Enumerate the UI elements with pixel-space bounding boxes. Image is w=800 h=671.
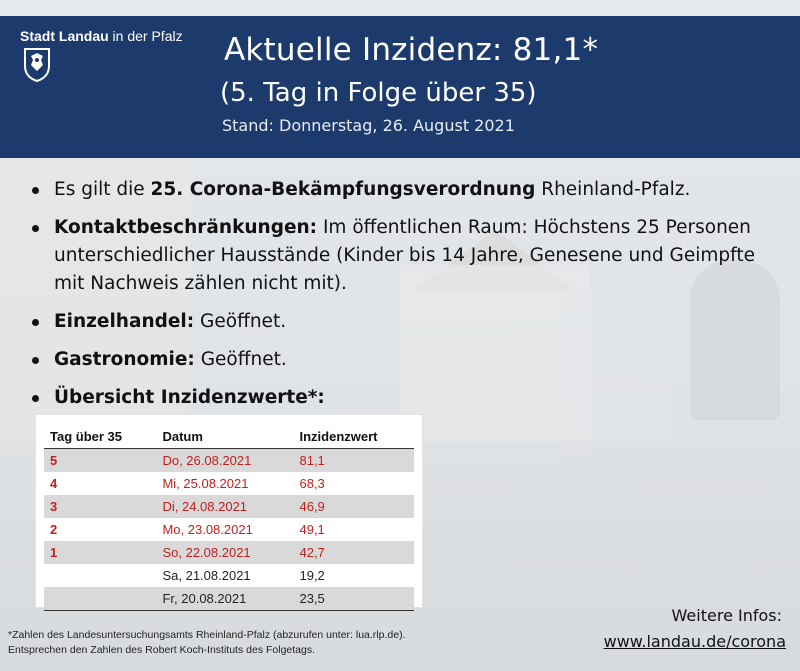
cell-datum: Mi, 25.08.2021 [162,476,249,491]
cell-tag [44,587,156,611]
cell-wert: 49,1 [299,522,325,537]
list-item-uebersicht [30,384,780,412]
city-brand [20,28,183,44]
cell-wert: 46,9 [293,495,414,518]
incidence-table-card [36,415,422,607]
cell-datum: Fr, 20.08.2021 [156,587,293,611]
list-item-verordnung [30,176,780,204]
column-header-datum: Datum [156,425,293,449]
status-date: Stand: Donnerstag, 26. August 2021 [222,116,515,135]
bullet-bold: Gastronomie: [54,349,195,370]
table-row [44,587,414,611]
column-header-tag: Tag über 35 [44,425,156,449]
cell-datum: Di, 24.08.2021 [156,495,293,518]
more-info-link[interactable]: www.landau.de/corona [603,632,786,651]
footnote [8,628,478,658]
bullet-text: Es gilt die [54,179,151,200]
cell-wert: 81,1 [293,449,414,473]
brand-prefix: Stadt Landau [20,28,109,44]
cell-datum: Do, 26.08.2021 [156,449,293,473]
bullet-bold: Übersicht Inzidenzwerte*: [54,387,325,408]
cell-datum: Sa, 21.08.2021 [162,568,251,583]
cell-wert: 19,2 [299,568,325,583]
bullet-text: Geöffnet. [194,311,287,332]
page-title: Aktuelle Inzidenz: 81,1* [224,32,599,68]
table-row [44,541,414,564]
bullet-bold: Einzelhandel: [54,311,195,332]
cell-tag: 5 [44,449,156,473]
cell-tag [44,564,156,587]
footnote-line-1: *Zahlen des Landesuntersuchungsamts Rheinland-Pfalz (abzurufen unter: lua.rlp.de). [8,629,406,641]
cell-wert: 23,5 [293,587,414,611]
table-header-row [44,425,414,449]
list-item-kontakt [30,214,780,298]
header-banner [0,16,800,158]
bullet-text: Rheinland-Pfalz. [535,179,691,200]
cell-datum: So, 22.08.2021 [156,541,293,564]
footnote-line-2: Entsprechen den Zahlen des Robert Koch-Instituts des Folgetags. [8,644,316,656]
cell-datum: Mo, 23.08.2021 [162,522,253,537]
bullet-bold: 25. Corona-Bekämpfungsverordnung [150,179,536,200]
table-row [44,472,414,495]
coat-of-arms-icon [22,46,52,82]
more-info-label: Weitere Infos: [671,606,782,625]
cell-wert: 42,7 [293,541,414,564]
list-item-gastronomie [30,346,780,374]
cell-tag: 1 [44,541,156,564]
brand-suffix: in der Pfalz [108,28,183,44]
bullet-text: Geöffnet. [194,349,287,370]
table-row [44,518,414,541]
cell-tag: 4 [50,476,58,491]
cell-tag: 2 [50,522,58,537]
bullet-bold: Kontaktbeschränkungen: [54,217,318,238]
cell-tag: 3 [44,495,156,518]
incidence-table [44,425,414,611]
column-header-inzidenzwert: Inzidenzwert [293,425,414,449]
table-row [44,495,414,518]
list-item-einzelhandel [30,308,780,336]
table-row [44,449,414,473]
bullet-text: Im öffentlichen Raum: Höchstens 25 Personen unterschiedlicher Hausstände (Kinder bis 14 Jahre, Genesene und Geimpfte mit Nachweis zählen nicht mit). [54,217,755,294]
rules-list [30,176,780,422]
main-content [0,158,800,671]
page-subtitle: (5. Tag in Folge über 35) [220,78,537,108]
cell-wert: 68,3 [299,476,325,491]
table-row [44,564,414,587]
